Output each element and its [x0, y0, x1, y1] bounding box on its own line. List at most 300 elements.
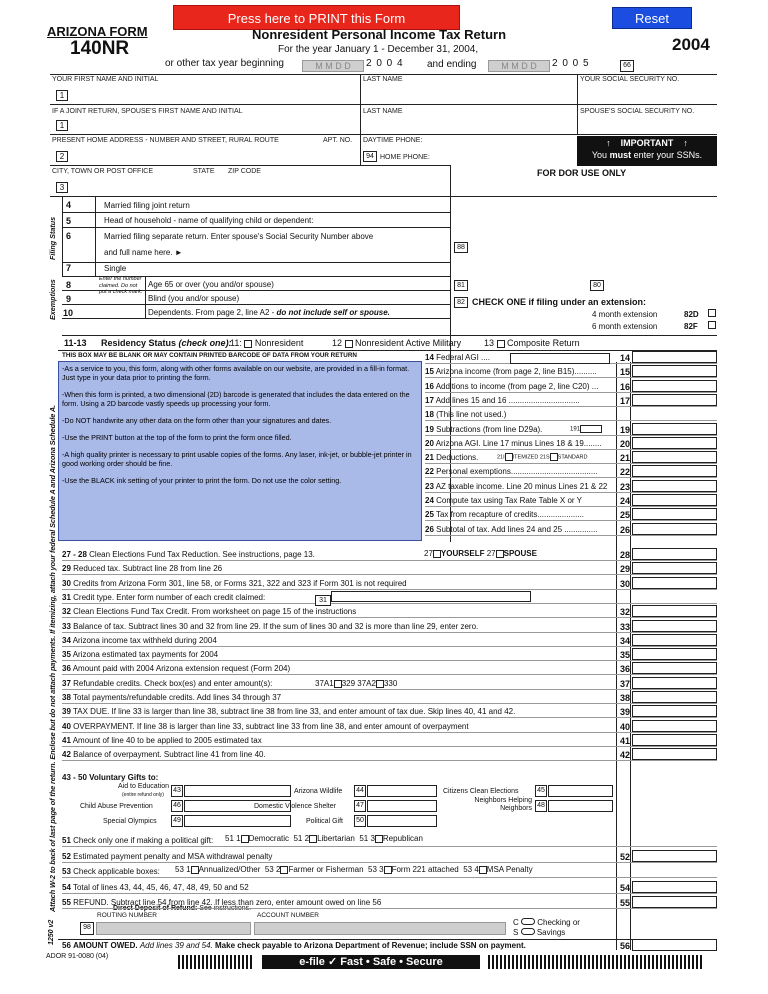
- line-box-num: 22: [620, 467, 631, 478]
- box-88: 88: [454, 242, 468, 253]
- spouse-label: SPOUSE: [503, 549, 537, 558]
- lower_lines-line-36: [62, 664, 614, 673]
- end-mmdd-field[interactable]: M M D D: [488, 60, 550, 72]
- box-49: 49: [171, 815, 183, 827]
- box-1b: 1: [56, 120, 68, 131]
- ssn-label: YOUR SOCIAL SECURITY NO.: [580, 76, 680, 83]
- line-num: 22: [425, 467, 434, 477]
- line-box-num: 25: [620, 510, 631, 521]
- info-p3: -Do NOT handwrite any other data on the form other than your signatures and dates.: [62, 416, 332, 425]
- right_lines-line-25: [425, 510, 615, 519]
- line-num: 51: [62, 836, 71, 845]
- tax-period: For the year January 1 - December 31, 2004,: [278, 44, 479, 55]
- residency-check-one: (check one):: [178, 338, 232, 348]
- line-6-num: 6: [66, 231, 72, 241]
- line-box-num: 19: [620, 424, 631, 435]
- dor-use-label: FOR DOR USE ONLY: [537, 168, 627, 178]
- line-box-num: 16: [620, 381, 631, 392]
- annualized-label: Annualized/Other: [198, 865, 261, 874]
- res-13-num: 13: [484, 338, 495, 348]
- arrow-up-icon: ↑: [683, 138, 688, 148]
- line-56-instruction: Make check payable to Arizona Department of Revenue; include SSN on payment.: [215, 941, 526, 950]
- line-text: REFUND. Subtract line 54 from line 42. If less than zero, enter amount owed on line 56: [73, 898, 382, 907]
- lib-label: Libertarian: [317, 834, 355, 843]
- party-51-3: 51 3: [359, 834, 375, 843]
- line-box-num: 41: [620, 735, 631, 746]
- gift-48-field[interactable]: [548, 800, 613, 812]
- box-81: 81: [454, 280, 468, 291]
- l27-code: 27: [424, 549, 433, 558]
- box-48: 48: [535, 800, 547, 812]
- barcode-notice: THIS BOX MAY BE BLANK OR MAY CONTAIN PRINTED BARCODE OF DATA FROM YOUR RETURN: [62, 352, 357, 359]
- amount-field[interactable]: [632, 720, 717, 732]
- c37a2-form: 330: [383, 678, 398, 688]
- amount-field[interactable]: [632, 881, 717, 893]
- rep-label: Republican: [382, 834, 423, 843]
- savings-oval[interactable]: [521, 928, 535, 935]
- line-num: 30: [62, 578, 71, 588]
- line-text: Reduced tax. Subtract line 28 from line 26: [73, 564, 223, 574]
- amount-field[interactable]: [632, 351, 717, 363]
- home-phone-label: HOME PHONE:: [380, 154, 430, 161]
- rev-label: 1250 v2: [48, 919, 55, 945]
- amount-field[interactable]: [632, 850, 717, 862]
- ext-6-checkbox[interactable]: [708, 321, 716, 329]
- lower_lines-line-39: [62, 707, 614, 716]
- line-num: 19: [425, 424, 434, 434]
- ending-label: and ending: [427, 59, 477, 70]
- residency-num: 11-13: [64, 338, 87, 348]
- lower_lines-line-42: [62, 750, 614, 759]
- arrow-up-icon: ↑: [606, 138, 611, 148]
- ext-4-month: 4 month extension: [592, 310, 658, 319]
- line-num: 16: [425, 381, 434, 391]
- line-text: Compute tax using Tax Rate Table X or Y: [436, 496, 583, 505]
- l21s-code: 21S: [539, 454, 550, 461]
- line-num: 25: [425, 510, 434, 520]
- first-name-label: YOUR FIRST NAME AND INITIAL: [52, 76, 159, 83]
- account-field[interactable]: [254, 922, 506, 935]
- line-num: 14: [425, 353, 434, 362]
- amount-field[interactable]: [632, 577, 717, 589]
- box-82: 82: [454, 297, 468, 308]
- line-text: Personal exemptions.......................................: [436, 467, 598, 477]
- right_lines-line-20: [425, 439, 615, 448]
- line-num: 39: [62, 707, 71, 717]
- tax-year: 2004: [672, 35, 710, 54]
- line-text: Federal AGI ....: [436, 353, 490, 362]
- lower_lines-line-40: [62, 722, 614, 731]
- amount-field[interactable]: [632, 365, 717, 377]
- line-text: Total payments/refundable credits. Add lines 34 through 37: [72, 693, 282, 702]
- line-56-box: 56: [620, 941, 631, 951]
- info-p2: -When this form is printed, a two dimensional (2D) barcode is generated that includes the data entered on the form. Using a 2D barcode vastly speeds up processing your form.: [62, 390, 410, 408]
- line-text: Total of lines 43, 44, 45, 46, 47, 48, 49, 50 and 52: [72, 882, 249, 892]
- efile-banner: e-file ✓ Fast • Safe • Secure: [262, 955, 480, 969]
- apt-label: APT. NO.: [323, 137, 353, 144]
- line-num: 17: [425, 395, 434, 405]
- gift-child-label: Child Abuse Prevention: [80, 803, 153, 810]
- line-box-num: 21: [620, 453, 631, 464]
- gift-nbr-label: Neighbors Helping Neighbors: [474, 797, 532, 812]
- gift-49-field[interactable]: [184, 815, 291, 827]
- line-text: Amount paid with 2004 Arizona extension request (Form 204): [72, 664, 291, 674]
- routing-label: ROUTING NUMBER: [97, 912, 157, 919]
- line-4-text[interactable]: Married filing joint return: [104, 201, 190, 210]
- line-7-text[interactable]: Single: [104, 264, 127, 273]
- line-text: Arizona AGI. Line 17 minus Lines 18 & 19........: [435, 438, 602, 448]
- line-box-num: 28: [620, 550, 631, 560]
- amount-field[interactable]: [632, 494, 717, 506]
- lower_lines-line-29: [62, 564, 614, 573]
- line-box-num: 23: [620, 481, 631, 492]
- line-box-num: 24: [620, 496, 631, 506]
- line-6-text[interactable]: Married filing separate return. Enter spouse's Social Security Number above: [104, 232, 374, 241]
- amount-field[interactable]: [632, 451, 717, 463]
- bottom_lines-line-52: [62, 852, 614, 861]
- line-num: 15: [425, 367, 434, 377]
- lower_lines-line-33: [62, 622, 614, 631]
- residency-title: Residency Status: [101, 338, 177, 348]
- gift-so-label: Special Olympics: [103, 818, 157, 825]
- line-num: 37: [62, 678, 71, 688]
- right_lines-line-17: [425, 396, 615, 405]
- right_lines-line-23: [425, 482, 615, 491]
- c37a1-form: 329: [341, 678, 356, 688]
- gift-dv-label: Domestic Violence Shelter: [254, 803, 336, 810]
- form221-label: Form 221 attached: [391, 865, 459, 874]
- bottom_lines-line-51: [62, 836, 614, 845]
- line-num: 26: [425, 524, 434, 534]
- gift-44-field[interactable]: [367, 785, 437, 797]
- c37a1-code: 37A1: [315, 678, 334, 688]
- line-text: Check applicable boxes:: [73, 867, 160, 876]
- deposit-see: See instructions.: [199, 905, 252, 912]
- line-num: 31: [62, 592, 71, 602]
- res-13-text: Composite Return: [507, 338, 580, 348]
- amount-field[interactable]: [632, 662, 717, 674]
- barcode: [178, 955, 253, 969]
- line-5-num: 5: [66, 216, 72, 226]
- box-31: 31: [315, 595, 331, 606]
- c37a2-code: 37A2: [357, 678, 376, 688]
- yourself-checkbox[interactable]: [433, 550, 441, 558]
- line-text: Arizona income (from page 2, line B15)..........: [435, 367, 597, 377]
- res-13-checkbox[interactable]: [497, 340, 505, 348]
- itemized-checkbox[interactable]: [505, 453, 513, 461]
- line-8-text: Age 65 or over (you and/or spouse): [148, 280, 274, 289]
- line-text: Arizona estimated tax payments for 2004: [72, 650, 219, 660]
- amount-field[interactable]: [632, 562, 717, 574]
- box-44: 44: [354, 785, 366, 797]
- end-year: 2 0 0 5: [552, 58, 590, 69]
- line-10-note: do not include self or spouse.: [276, 308, 390, 317]
- line-8-num: 8: [66, 280, 72, 290]
- line-56-note: Add lines 39 and 54.: [139, 941, 213, 950]
- line-text: Additions to income (from page 2, line C20) ...: [435, 381, 599, 391]
- line-num: 24: [425, 496, 434, 505]
- line-box-num: 20: [620, 438, 631, 449]
- line-num: 34: [62, 635, 71, 645]
- line-10-text: Dependents. From page 2, line A2 -: [148, 308, 277, 317]
- msa-label: MSA Penalty: [486, 865, 533, 874]
- b53-2: 53 2: [264, 865, 281, 874]
- checking-label: Checking or: [537, 918, 580, 927]
- reset-button[interactable]: Reset: [612, 7, 692, 29]
- extension-label: CHECK ONE if filing under an extension:: [472, 297, 647, 307]
- box-50: 50: [354, 815, 366, 827]
- party-51-2: 51 2: [293, 834, 310, 843]
- other-year-label: or other tax year beginning: [165, 58, 284, 69]
- amount-field[interactable]: [632, 634, 717, 646]
- line-text: Amount of line 40 to be applied to 2005 estimated tax: [72, 735, 262, 745]
- form-title: Nonresident Personal Income Tax Return: [252, 27, 507, 42]
- right_lines-line-15: [425, 367, 615, 376]
- lower_lines-line-41: [62, 736, 614, 745]
- c37a1-checkbox[interactable]: [334, 680, 342, 688]
- lower_lines-line-32: [62, 607, 614, 616]
- amount-field[interactable]: [632, 465, 717, 477]
- ador-label: ADOR 91-0080 (04): [46, 953, 109, 960]
- gift-pg-label: Political Gift: [306, 818, 343, 825]
- gift-45-field[interactable]: [548, 785, 613, 797]
- line-5-text[interactable]: Head of household - name of qualifying child or dependent:: [104, 216, 314, 225]
- l19-code: 19: [570, 426, 577, 433]
- farmer-label: Farmer or Fisherman: [288, 865, 364, 874]
- line-56-num: 56: [62, 941, 71, 950]
- amount-field[interactable]: [632, 648, 717, 660]
- credit-type-field[interactable]: [331, 591, 531, 602]
- line-text: Balance of overpayment. Subtract line 41 from line 40.: [73, 750, 266, 760]
- amount-field[interactable]: [632, 677, 717, 689]
- line-text: Subtractions (from line D29a).: [436, 424, 543, 434]
- line-text: Clean Elections Fund Tax Credit. From worksheet on page 15 of the instructions: [73, 607, 357, 617]
- amount-field[interactable]: [632, 548, 717, 560]
- line-text: Credit type. Enter form number of each credit claimed:: [73, 592, 266, 602]
- standard-checkbox[interactable]: [550, 453, 558, 461]
- line-56-title: AMOUNT OWED.: [73, 941, 138, 950]
- amount-field[interactable]: [632, 620, 717, 632]
- line-text: Add lines 15 and 16 ................................: [435, 395, 580, 405]
- line-box-num: 52: [620, 851, 631, 862]
- amount-field[interactable]: [632, 748, 717, 760]
- spouse-ssn-label: SPOUSE'S SOCIAL SECURITY NO.: [580, 108, 695, 115]
- box-98: 98: [80, 922, 94, 935]
- box-94: 94: [363, 151, 377, 162]
- line-text: (This line not used.): [436, 410, 507, 420]
- line-6-text-b: and full name here. ►: [104, 248, 183, 257]
- important-text-2: enter your SSNs.: [631, 150, 703, 160]
- gift-50-field[interactable]: [367, 815, 437, 827]
- line-box-num: 55: [620, 898, 631, 908]
- line-box-num: 26: [620, 524, 631, 535]
- amount-field[interactable]: [632, 734, 717, 746]
- ext-6-month: 6 month extension: [592, 322, 658, 331]
- line-num: 33: [62, 621, 71, 631]
- amount-field[interactable]: [632, 605, 717, 617]
- line-text: Estimated payment penalty and MSA withdrawal penalty: [73, 851, 273, 861]
- party-51-1: 51 1: [225, 834, 241, 843]
- box-1: 1: [56, 90, 68, 101]
- gift-edu-label: Aid to Education: [118, 783, 169, 790]
- info-p5: -A high quality printer is necessary to print usable copies of the forms. Any laser, ink-jet, or bubble-jet printer in good working order should be fine.: [62, 450, 412, 468]
- savings-label: Savings: [536, 928, 566, 937]
- savings-code: S: [513, 928, 519, 937]
- deposit-title: Direct Deposit of Refund:: [113, 905, 198, 912]
- last-name-label: LAST NAME: [363, 76, 403, 83]
- filing-status-label: Filing Status: [48, 216, 57, 260]
- res-12-text: Nonresident Active Military: [355, 338, 462, 348]
- bottom_lines-line-54: [62, 883, 614, 892]
- line-num: 53: [62, 867, 71, 876]
- l27b-code: 27: [486, 549, 496, 558]
- right_lines-line-22: [425, 467, 615, 476]
- side-instructions: Attach W-2 to back of last page of the return. Enclose but do not attach payments. If itemizing, attach your federal Schedule A and Arizona Schedule A.: [48, 405, 57, 912]
- b53-3: 53 3: [368, 865, 384, 874]
- day-phone-label: DAYTIME PHONE:: [363, 137, 423, 144]
- amount-field[interactable]: [632, 691, 717, 703]
- dem-label: Democratic: [248, 834, 290, 843]
- box-45: 45: [535, 785, 547, 797]
- amount-field[interactable]: [632, 394, 717, 406]
- right_lines-line-24: [425, 496, 615, 505]
- amount-field[interactable]: [632, 705, 717, 717]
- gift-wildlife-label: Arizona Wildlife: [294, 788, 343, 795]
- ext-4-checkbox[interactable]: [708, 309, 716, 317]
- amount-field[interactable]: [632, 380, 717, 392]
- line-box-num: 29: [620, 564, 631, 575]
- state-label: STATE: [193, 168, 215, 175]
- line-box-num: 38: [620, 693, 631, 703]
- yourself-label: YOURSELF: [440, 549, 485, 558]
- line-box-num: 14: [620, 353, 631, 363]
- line-box-num: 17: [620, 395, 631, 406]
- line-num: 38: [62, 693, 71, 702]
- lower_lines-line-35: [62, 650, 614, 659]
- spouse-first-label: IF A JOINT RETURN, SPOUSE'S FIRST NAME AND INITIAL: [52, 108, 243, 115]
- line-box-num: 15: [620, 367, 631, 378]
- line-text: Check only one if making a political gift:: [73, 836, 214, 845]
- line-num: 21: [425, 453, 434, 463]
- bottom_lines-line-55: [62, 898, 614, 907]
- line-text: OVERPAYMENT. If line 38 is larger than line 33, subtract line 33 from line 38, and enter amount of overpayment: [73, 721, 469, 731]
- gift-edu-note: (entire refund only): [122, 792, 164, 798]
- lower_lines-line-34: [62, 636, 614, 645]
- begin-mmdd-field[interactable]: M M D D: [302, 60, 364, 72]
- l19-checkbox[interactable]: [580, 425, 602, 433]
- line-text: Subtotal of tax. Add lines 24 and 25 ...............: [436, 524, 598, 534]
- box-43: 43: [171, 785, 183, 797]
- line-num: 41: [62, 735, 71, 745]
- amount-field[interactable]: [632, 896, 717, 908]
- amount-field[interactable]: [632, 523, 717, 535]
- line-text: Arizona income tax withheld during 2004: [72, 635, 217, 645]
- ext-82f: 82F: [684, 322, 698, 331]
- line-box-num: 30: [620, 578, 631, 589]
- res-11-num: 11: [230, 338, 240, 348]
- checking-oval[interactable]: [521, 918, 535, 925]
- c37a2-checkbox[interactable]: [376, 680, 384, 688]
- line-num: 55: [62, 898, 71, 907]
- res-11-checkbox[interactable]: [244, 340, 252, 348]
- line-num: 23: [425, 481, 434, 491]
- box-66: 66: [620, 60, 634, 72]
- fill-in-info-box: [58, 361, 422, 541]
- print-button[interactable]: Press here to PRINT this Form: [173, 5, 460, 30]
- important-banner: [577, 136, 717, 166]
- line-num: 42: [62, 750, 71, 760]
- line-num: 52: [62, 851, 71, 861]
- line-10-num: 10: [63, 308, 74, 318]
- b53-1: 53 1: [175, 865, 191, 874]
- info-p1: -As a service to you, this form, along with other forms available on our website, are provided in a fill-in format. Just type in your data prior to printing the form.: [62, 364, 410, 382]
- box-2: 2: [56, 151, 68, 162]
- address-label: PRESENT HOME ADDRESS - NUMBER AND STREET, RURAL ROUTE: [52, 137, 279, 144]
- b53-4: 53 4: [463, 865, 479, 874]
- exemptions-label: Exemptions: [48, 279, 57, 320]
- box-46: 46: [171, 800, 183, 812]
- line-text: Refundable credits. Check box(es) and enter amount(s):: [73, 678, 273, 688]
- line-num: 40: [62, 721, 71, 731]
- lower_lines-line-30: [62, 579, 614, 588]
- line-num: 18: [425, 410, 434, 420]
- line-box-num: 32: [620, 607, 631, 618]
- line-box-num: 54: [620, 882, 631, 893]
- line-num: 35: [62, 650, 71, 660]
- amount-field[interactable]: [632, 423, 717, 435]
- line-num: 20: [425, 438, 434, 448]
- lower_lines-line-38: [62, 693, 614, 702]
- right_lines-line-26: [425, 525, 615, 534]
- line-text: TAX DUE. If line 33 is larger than line 38, subtract line 38 from line 33, and enter amount of tax due. Skip lines 40, 41 and 42.: [72, 707, 516, 717]
- l21i-code: 21I: [497, 454, 505, 461]
- line-9-text: Blind (you and/or spouse): [148, 294, 240, 303]
- spouse-checkbox[interactable]: [496, 550, 504, 558]
- gift-47-field[interactable]: [367, 800, 437, 812]
- account-label: ACCOUNT NUMBER: [257, 912, 319, 919]
- amount-field[interactable]: [632, 508, 717, 520]
- res-12-checkbox[interactable]: [345, 340, 353, 348]
- checking-code: C: [513, 918, 519, 927]
- fed-agi-field[interactable]: [510, 353, 610, 364]
- line-7-num: 7: [66, 263, 72, 273]
- gift-43-field[interactable]: [184, 785, 291, 797]
- line-num: 36: [62, 664, 71, 674]
- itemized-label: ITEMIZED: [512, 454, 539, 461]
- line-box-num: 35: [620, 650, 631, 661]
- line-box-num: 40: [620, 721, 631, 732]
- important-text: You: [591, 150, 610, 160]
- amount-field[interactable]: [632, 437, 717, 449]
- important-title: IMPORTANT: [620, 138, 674, 148]
- line-box-num: 34: [620, 635, 631, 646]
- amount-field[interactable]: [632, 480, 717, 492]
- bottom_lines-line-53: [62, 867, 614, 876]
- line-56-field[interactable]: [632, 939, 717, 951]
- box-47: 47: [354, 800, 366, 812]
- routing-field[interactable]: [96, 922, 251, 935]
- line-num: 27 - 28: [62, 550, 87, 559]
- barcode-right: [488, 955, 703, 969]
- box-3: 3: [56, 182, 68, 193]
- line-num: 54: [62, 882, 71, 892]
- right_lines-line-16: [425, 382, 615, 391]
- res-11-text: Nonresident: [254, 338, 304, 348]
- zip-label: ZIP CODE: [228, 168, 261, 175]
- l19-val: 1: [576, 426, 581, 433]
- res-12-num: 12: [332, 338, 343, 348]
- line-box-num: 42: [620, 750, 631, 761]
